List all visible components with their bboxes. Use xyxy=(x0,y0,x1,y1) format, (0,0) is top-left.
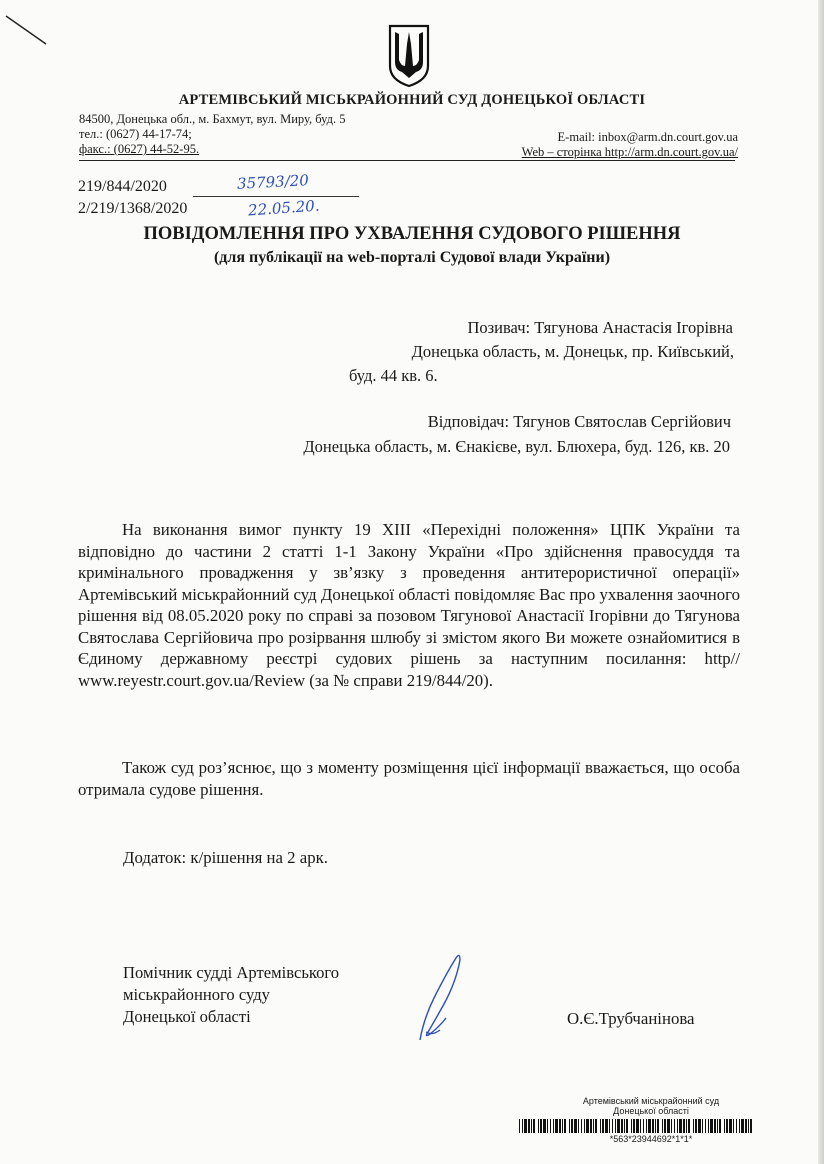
stamp-line-2: Донецької області xyxy=(613,1106,689,1116)
attachment-note: Додаток: к/рішення на 2 арк. xyxy=(123,848,328,867)
court-contacts-right xyxy=(522,130,738,160)
handwritten-outgoing-number: 35793/20 xyxy=(236,171,310,193)
notice-paragraph-1: На виконання вимог пункту 19 ХІІІ «Перехідні положення» ЦПК України та відповідно до частини 2 статті 1-1 Закону України «Про здійснення правосуддя та кримінального провадження у зв’язку з проведення антитерористичної операції» Артемівський міськрайонний суд Донецької області повідомляє Вас про ухвалення заочного рішення від 08.05.2020 року по справі за позовом Тягунової Анастасії Ігорівни до Тягунова Святослава Сергійовича про розірвання шлюбу зі змістом якого Ви можете ознайомитися в Єдиному державному реєстрі судових рішень за наступним посилання: http// www.reyestr.court.gov.ua/Review (за № справи 219/844/20). xyxy=(78,520,740,690)
stamp-line-1: Артемівський міськрайонний суд xyxy=(582,1096,720,1106)
court-contacts-left xyxy=(79,112,345,157)
document-title: ПОВІДОМЛЕННЯ ПРО УХВАЛЕННЯ СУДОВОГО РІШЕННЯ xyxy=(143,224,681,244)
registry-stamp xyxy=(566,1096,736,1116)
court-address: 84500, Донецька обл., м. Бахмут, вул. Миру, буд. 5 xyxy=(79,112,346,126)
position-line-2: міськрайонного суду xyxy=(123,985,270,1004)
defendant-address: Донецька область, м. Єнакієве, вул. Блюхера, буд. 126, кв. 20 xyxy=(303,437,730,456)
plaintiff-name: Позивач: Тягунова Анастасія Ігорівна xyxy=(467,318,733,337)
plaintiff-address-line-2: буд. 44 кв. 6. xyxy=(349,366,438,385)
handwritten-signature xyxy=(410,948,480,1048)
notice-paragraph-2: Також суд роз’яснює, що з моменту розміщення цієї інформації вважається, що особа отримала судове рішення. xyxy=(78,758,740,799)
signatory-position xyxy=(123,962,339,1028)
court-email[interactable]: E-mail: inbox@arm.dn.court.gov.ua xyxy=(557,130,738,144)
trident-emblem-icon xyxy=(387,22,431,88)
signatory-name: О.Є.Трубчанінова xyxy=(567,1009,695,1028)
outgoing-number-line xyxy=(193,196,359,197)
defendant-name: Відповідач: Тягунов Святослав Сергійович xyxy=(427,412,731,431)
handwritten-date: 22.05.20. xyxy=(247,196,321,220)
case-number: 219/844/2020 xyxy=(78,178,167,195)
proceeding-number: 2/219/1368/2020 xyxy=(78,200,188,217)
court-website-link[interactable]: Web – сторінка http://arm.dn.court.gov.ua/ xyxy=(521,145,738,159)
barcode xyxy=(519,1119,757,1133)
page-edge-shadow xyxy=(818,0,824,1164)
court-name: АРТЕМІВСЬКИЙ МІСЬКРАЙОННИЙ СУД ДОНЕЦЬКОЇ ОБЛАСТІ xyxy=(178,92,646,108)
court-fax: факс.: (0627) 44-52-95. xyxy=(79,142,200,156)
plaintiff-address-line-1: Донецька область, м. Донецьк, пр. Київський, xyxy=(411,342,734,361)
corner-mark xyxy=(0,0,60,50)
court-phone: тел.: (0627) 44-17-74; xyxy=(79,127,192,141)
position-line-3: Донецької області xyxy=(123,1007,251,1026)
position-line-1: Помічник судді Артемівського xyxy=(123,963,340,982)
document-subtitle: (для публікації на web-порталі Судової влади України) xyxy=(213,249,611,266)
barcode-number: *563*23944692*1*1* xyxy=(609,1134,693,1144)
header-divider xyxy=(79,160,735,161)
